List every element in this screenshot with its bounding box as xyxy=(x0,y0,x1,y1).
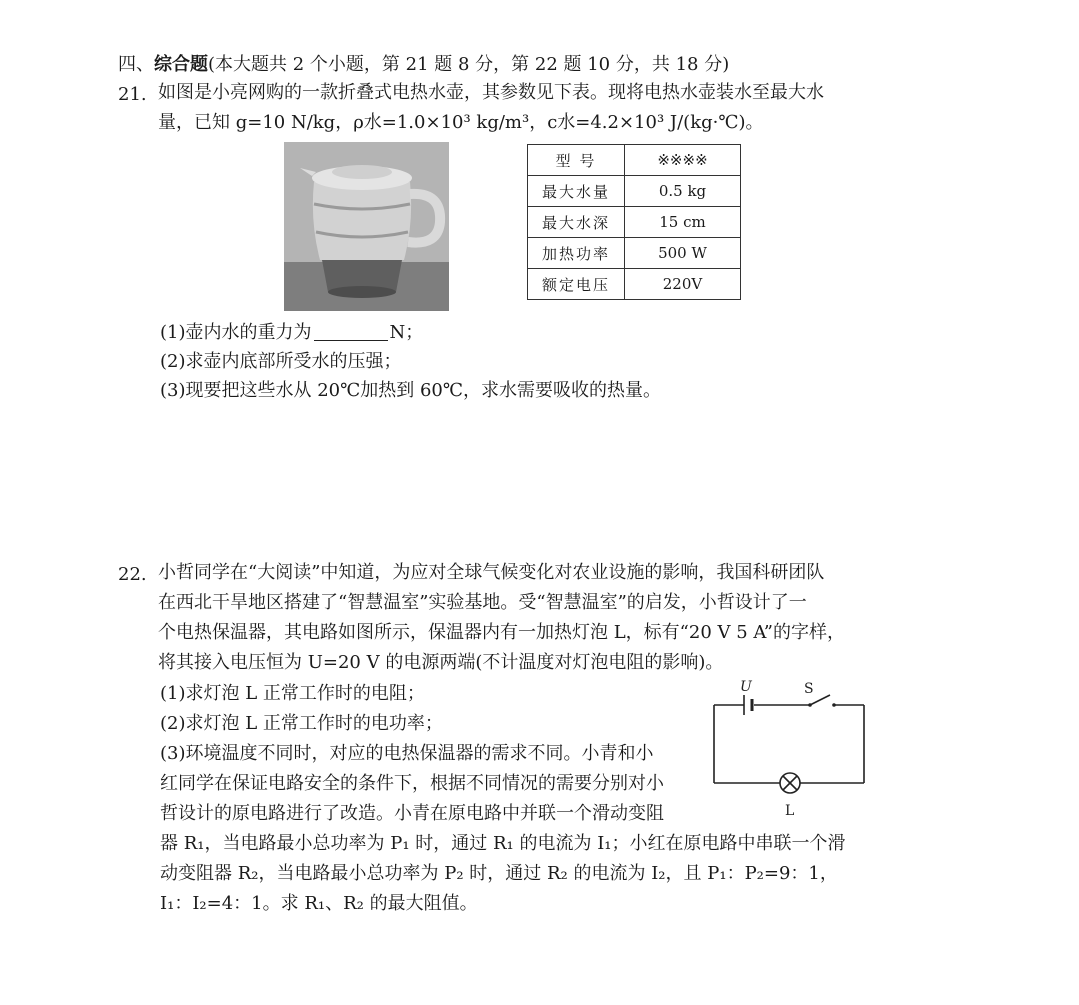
q22-sub-1: (1)求灯泡 L 正常工作时的电阻； xyxy=(160,683,425,704)
q22-sub-2: (2)求灯泡 L 正常工作时的电功率； xyxy=(160,713,443,734)
q21-sub-2: (2)求壶内底部所受水的压强； xyxy=(160,351,402,372)
section-prefix: 四、 xyxy=(118,54,154,75)
q21-sub-1-unit: N； xyxy=(389,322,424,343)
battery-icon xyxy=(744,695,752,715)
spec-key: 额定电压 xyxy=(528,269,625,300)
q22-sub-3-line-4: 器 R₁，当电路最小总功率为 P₁ 时，通过 R₁ 的电流为 I₁；小红在原电路中串联一个滑 xyxy=(160,833,846,854)
q22-line-4: 将其接入电压恒为 U=20 V 的电源两端(不计温度对灯泡电阻的影响)。 xyxy=(158,652,724,673)
section-heading xyxy=(118,50,729,76)
answer-blank[interactable] xyxy=(314,322,388,341)
q21-sub-1 xyxy=(160,320,423,346)
q21-number: 21. xyxy=(118,84,147,105)
table-row xyxy=(528,238,741,269)
q22-line-2: 在西北干旱地区搭建了“智慧温室”实验基地。受“智慧温室”的启发，小哲设计了一 xyxy=(158,592,807,613)
spec-key: 最大水量 xyxy=(528,176,625,207)
q22-sub-3-line-1: (3)环境温度不同时，对应的电热保温器的需求不同。小青和小 xyxy=(160,743,654,764)
spec-key: 型 号 xyxy=(528,145,625,176)
q22-sub-3-line-3: 哲设计的原电路进行了改造。小青在原电路中并联一个滑动变阻 xyxy=(160,803,664,824)
section-detail: (本大题共 2 个小题，第 21 题 8 分，第 22 题 10 分，共 18 分) xyxy=(208,54,730,75)
lamp-label: L xyxy=(785,803,795,819)
source-label: U xyxy=(740,679,752,695)
spec-value: 0.5 kg xyxy=(625,176,741,207)
switch-label: S xyxy=(804,681,814,697)
table-row xyxy=(528,269,741,300)
q22-line-1: 小哲同学在“大阅读”中知道，为应对全球气候变化对农业设施的影响，我国科研团队 xyxy=(158,562,825,583)
q22-sub-3-line-6: I₁：I₂=4：1。求 R₁、R₂ 的最大阻值。 xyxy=(160,893,478,914)
q22-sub-3-line-5: 动变阻器 R₂，当电路最小总功率为 P₂ 时，通过 R₂ 的电流为 I₂，且 P₁：P₂=9：1， xyxy=(160,863,838,884)
spec-value: 500 W xyxy=(625,238,741,269)
kettle-spec-table xyxy=(527,144,741,300)
q22-number: 22. xyxy=(118,564,147,585)
q21-line-2: 量，已知 g=10 N/kg，ρ水=1.0×10³ kg/m³，c水=4.2×10³ J/(kg·℃)。 xyxy=(158,112,764,133)
kettle-photo xyxy=(284,142,449,311)
spec-value: 15 cm xyxy=(625,207,741,238)
spec-key: 最大水深 xyxy=(528,207,625,238)
q21-sub-3: (3)现要把这些水从 20℃加热到 60℃，求水需要吸收的热量。 xyxy=(160,380,662,401)
table-row xyxy=(528,176,741,207)
q22-sub-3-line-2: 红同学在保证电路安全的条件下，根据不同情况的需要分别对小 xyxy=(160,773,664,794)
spec-value: ※※※※ xyxy=(625,145,741,176)
table-row xyxy=(528,207,741,238)
spec-key: 加热功率 xyxy=(528,238,625,269)
table-row xyxy=(528,145,741,176)
circuit-diagram xyxy=(706,675,876,830)
lamp-icon xyxy=(780,773,800,793)
q22-line-3: 个电热保温器，其电路如图所示，保温器内有一加热灯泡 L，标有“20 V 5 A”的字样， xyxy=(158,622,845,643)
q21-line-1: 如图是小亮网购的一款折叠式电热水壶，其参数见下表。现将电热水壶装水至最大水 xyxy=(158,82,824,103)
spec-value: 220V xyxy=(625,269,741,300)
q21-sub-1-text: (1)壶内水的重力为 xyxy=(160,322,312,343)
section-title: 综合题 xyxy=(154,54,208,75)
